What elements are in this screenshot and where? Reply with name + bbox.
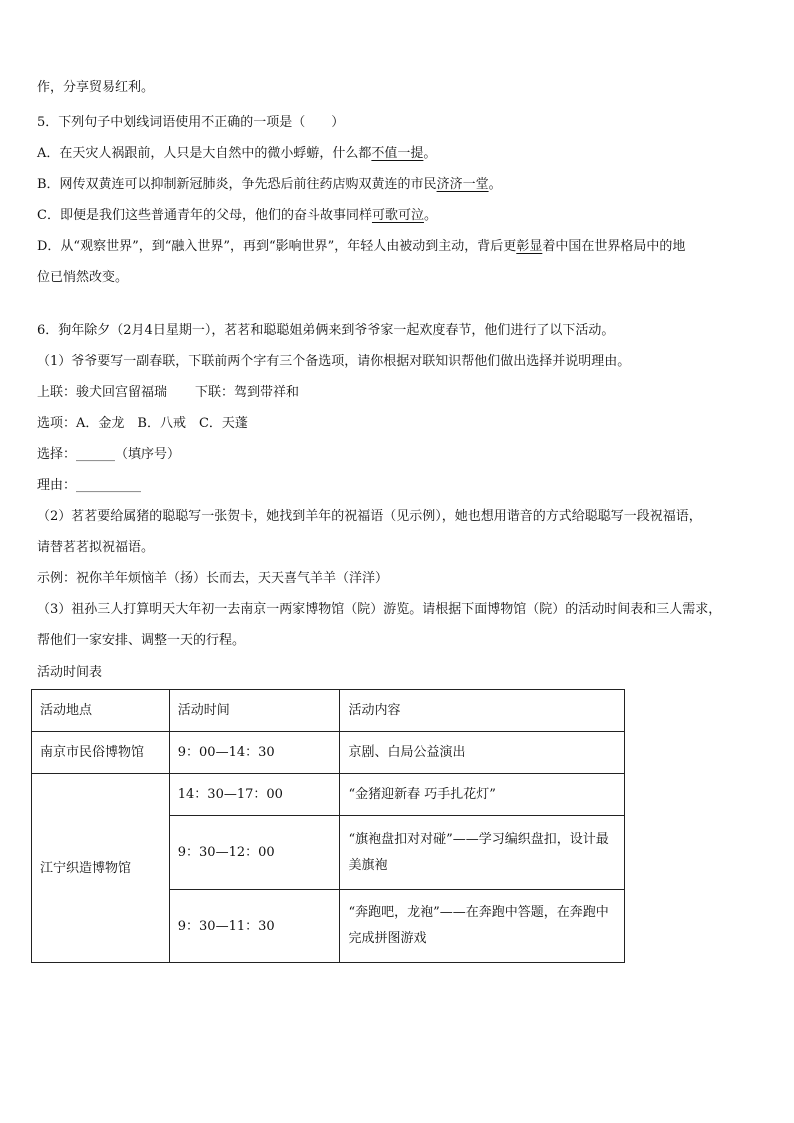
cell-time: 14：30—17：00 [169, 774, 340, 816]
q5-b-underlined: 济济一堂 [436, 177, 489, 192]
cell-content: “金猪迎新春 巧手扎花灯” [340, 774, 625, 816]
table-row [32, 774, 625, 816]
cell-content: 京剧、白局公益演出 [340, 732, 625, 774]
q5-a-underlined: 不值一提 [371, 146, 424, 161]
table-title: 活动时间表 [37, 665, 103, 680]
couplet [37, 384, 299, 402]
table-row [32, 732, 625, 774]
q5-d-underlined: 彰显 [516, 239, 543, 254]
q6-part-3-line2: 帮他们一家安排、调整一天的行程。 [37, 633, 246, 648]
q6-part-2-line2: 请替茗茗拟祝福语。 [37, 540, 155, 555]
header-place: 活动地点 [32, 690, 170, 732]
q5-option-d-cont: 位已悄然改变。 [37, 270, 129, 285]
q5-b-pre: B．网传双黄连可以抑制新冠肺炎，争先恐后前往药店购双黄连的市民 [37, 177, 437, 192]
q6-part-3-line1: （3）祖孙三人打算明天大年初一去南京一两家博物馆（院）游览。请根据下面博物馆（院）的活动时间表和三人需求， [37, 602, 722, 617]
q5-option-c [37, 207, 437, 225]
q5-a-post: 。 [423, 146, 437, 161]
cell-time: 9：30—11：30 [169, 890, 340, 963]
couplet-lower: 下联：驾到带祥和 [195, 385, 300, 400]
cell-place: 江宁织造博物馆 [32, 774, 170, 963]
q5-c-underlined: 可歌可泣 [371, 208, 424, 223]
couplet-upper: 上联：骏犬回宫留福瑞 [37, 385, 168, 400]
continuation-line: 作，分享贸易红利。 [37, 80, 155, 95]
q6-reason: 理由：__________ [37, 478, 142, 493]
q5-d-post: 着中国在世界格局中的地 [542, 239, 686, 254]
cell-place: 南京市民俗博物馆 [32, 732, 170, 774]
q6-stem: 6．狗年除夕（2月4日星期一），茗茗和聪聪姐弟俩来到爷爷家一起欢度春节，他们进行了以下活动。 [37, 323, 615, 338]
q6-choice: 选择：______（填序号） [37, 447, 181, 462]
q5-d-pre: D．从“观察世界”，到“融入世界”，再到“影响世界”，年轻人由被动到主动，背后更 [37, 239, 517, 254]
q5-c-pre: C．即便是我们这些普通青年的父母，他们的奋斗故事同样 [37, 208, 372, 223]
q5-b-post: 。 [488, 177, 502, 192]
q6-part-2-line1: （2）茗茗要给属猪的聪聪写一张贺卡，她找到羊年的祝福语（见示例），她也想用谐音的方式给聪聪写一段祝福语， [37, 509, 702, 524]
header-content: 活动内容 [340, 690, 625, 732]
q5-option-b [37, 176, 502, 194]
q6-example: 示例：祝你羊年烦恼羊（扬）长而去，天天喜气羊羊（洋洋） [37, 571, 389, 586]
q5-c-post: 。 [423, 208, 437, 223]
q5-stem: 5．下列句子中划线词语使用不正确的一项是（ ） [37, 115, 345, 130]
q5-option-d [37, 238, 685, 256]
q5-option-a [37, 145, 436, 163]
table-header-row [32, 690, 625, 732]
q6-options: 选项：A．金龙 B．八戒 C．天蓬 [37, 416, 248, 431]
cell-time: 9：00—14：30 [169, 732, 340, 774]
header-time: 活动时间 [169, 690, 340, 732]
activity-schedule-table [31, 689, 625, 963]
cell-content: “奔跑吧，龙袍”——在奔跑中答题，在奔跑中完成拼图游戏 [340, 890, 625, 963]
cell-content: “旗袍盘扣对对碰”——学习编织盘扣，设计最美旗袍 [340, 816, 625, 890]
q5-a-pre: A．在天灾人祸跟前，人只是大自然中的微小蜉蝣，什么都 [37, 146, 372, 161]
cell-time: 9：30—12：00 [169, 816, 340, 890]
q6-part-1: （1）爷爷要写一副春联，下联前两个字有三个备选项，请你根据对联知识帮他们做出选择并说明理由。 [37, 354, 631, 369]
